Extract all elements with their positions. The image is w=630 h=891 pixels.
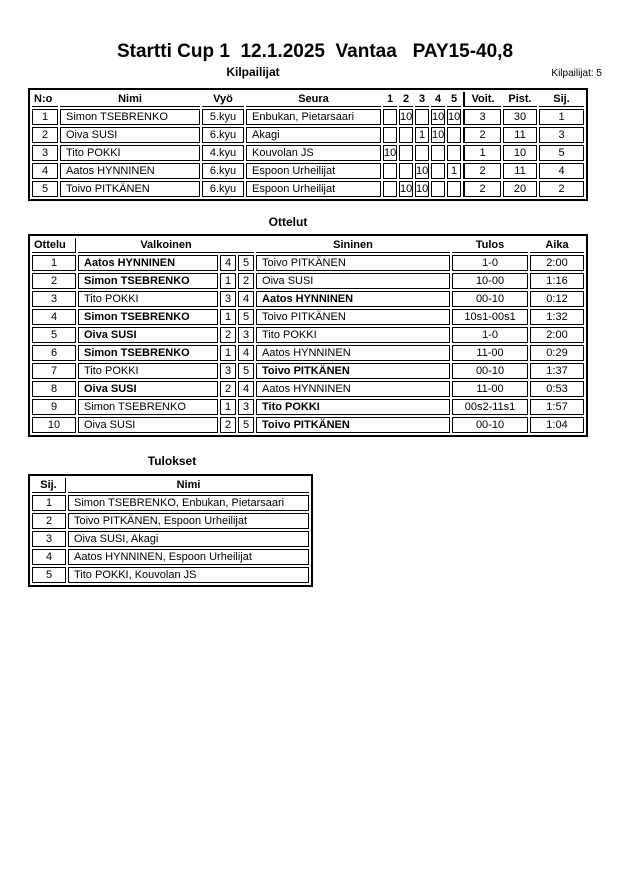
table-row — [32, 127, 584, 143]
matches-heading: Ottelut — [268, 215, 308, 229]
number-cell: 1 — [32, 109, 58, 125]
match-number-cell: 6 — [32, 345, 76, 361]
result-cell: 10-00 — [452, 273, 528, 289]
white-name-cell: Simon TSEBRENKO — [78, 399, 218, 415]
col-white: Valkoinen — [78, 238, 254, 253]
score-cell: 1 — [447, 163, 461, 179]
belt-cell: 4.kyu — [202, 145, 244, 161]
result-cell: 10s1-00s1 — [452, 309, 528, 325]
name-cell: Aatos HYNNINEN — [60, 163, 200, 179]
score-cell: 10 — [432, 111, 445, 123]
number-cell: 5 — [32, 181, 58, 197]
result-cell: 1-0 — [452, 255, 528, 271]
score-cell — [431, 181, 445, 197]
score-cell — [431, 163, 445, 179]
competitors-header-row — [32, 92, 584, 107]
club-cell: Enbukan, Pietarsaari — [246, 109, 381, 125]
score-cell — [415, 109, 429, 125]
table-row — [32, 345, 584, 361]
table-row — [32, 513, 309, 529]
blue-name-cell: Toivo PITKÄNEN — [256, 255, 450, 271]
score-cell — [447, 127, 461, 143]
name-cell: Oiva SUSI — [60, 127, 200, 143]
score-cell — [383, 163, 397, 179]
table-row — [32, 109, 584, 125]
white-number-cell: 1 — [220, 345, 236, 361]
score-cell: 10 — [416, 165, 429, 177]
result-cell: 11-00 — [452, 345, 528, 361]
col-place: Sij. — [32, 478, 66, 493]
table-row — [32, 145, 584, 161]
col-opp4: 4 — [431, 92, 445, 107]
table-row — [32, 495, 309, 511]
white-name-cell: Oiva SUSI — [78, 327, 218, 343]
score-cell: 10 — [384, 147, 397, 159]
points-cell: 30 — [503, 109, 537, 125]
matches-table — [28, 234, 588, 437]
score-cell — [383, 181, 397, 197]
place-cell: 3 — [32, 531, 66, 547]
score-cell — [447, 145, 461, 161]
blue-name-cell: Oiva SUSI — [256, 273, 450, 289]
place-cell: 2 — [539, 181, 584, 197]
match-number-cell: 9 — [32, 399, 76, 415]
table-row — [32, 417, 584, 433]
belt-cell: 5.kyu — [202, 109, 244, 125]
name-cell: Toivo PITKÄNEN — [60, 181, 200, 197]
col-points: Pist. — [503, 92, 537, 107]
score-cell — [399, 127, 413, 143]
time-cell: 1:04 — [530, 417, 584, 433]
belt-cell: 6.kyu — [202, 181, 244, 197]
white-name-cell: Tito POKKI — [78, 363, 218, 379]
blue-number-cell: 5 — [238, 255, 254, 271]
blue-number-cell: 3 — [238, 399, 254, 415]
place-cell: 5 — [539, 145, 584, 161]
white-name-cell: Simon TSEBRENKO — [78, 309, 218, 325]
time-cell: 0:12 — [530, 291, 584, 307]
col-no: N:o — [32, 92, 58, 107]
score-cell — [399, 145, 413, 161]
table-row — [32, 531, 309, 547]
wins-cell: 2 — [463, 163, 501, 179]
table-row — [32, 309, 584, 325]
col-blue: Sininen — [256, 238, 450, 253]
blue-name-cell: Tito POKKI — [256, 327, 450, 343]
time-cell: 2:00 — [530, 255, 584, 271]
result-name-cell: Toivo PITKÄNEN, Espoon Urheilijat — [68, 513, 309, 529]
time-cell: 1:37 — [530, 363, 584, 379]
time-cell: 1:32 — [530, 309, 584, 325]
white-name-cell: Simon TSEBRENKO — [78, 345, 218, 361]
number-cell: 3 — [32, 145, 58, 161]
belt-cell: 6.kyu — [202, 163, 244, 179]
blue-number-cell: 5 — [238, 363, 254, 379]
score-cell — [431, 145, 445, 161]
page-title: Startti Cup 1 12.1.2025 Vantaa PAY15-40,8 — [116, 41, 514, 62]
white-number-cell: 4 — [220, 255, 236, 271]
result-cell: 00-10 — [452, 417, 528, 433]
table-row — [32, 327, 584, 343]
time-cell: 1:16 — [530, 273, 584, 289]
table-row — [32, 255, 584, 271]
place-cell: 4 — [539, 163, 584, 179]
match-number-cell: 8 — [32, 381, 76, 397]
score-cell: 1 — [415, 127, 429, 143]
result-cell: 00-10 — [452, 363, 528, 379]
time-cell: 0:53 — [530, 381, 584, 397]
white-number-cell: 1 — [220, 399, 236, 415]
points-cell: 11 — [503, 127, 537, 143]
col-belt: Vyö — [202, 92, 244, 107]
white-number-cell: 3 — [220, 363, 236, 379]
table-row — [32, 273, 584, 289]
time-cell: 2:00 — [530, 327, 584, 343]
match-number-cell: 2 — [32, 273, 76, 289]
result-name-cell: Tito POKKI, Kouvolan JS — [68, 567, 309, 583]
col-opp1: 1 — [383, 92, 397, 107]
place-cell: 4 — [32, 549, 66, 565]
wins-cell: 3 — [463, 109, 501, 125]
match-number-cell: 5 — [32, 327, 76, 343]
blue-number-cell: 4 — [238, 345, 254, 361]
table-row — [32, 291, 584, 307]
result-name-cell: Simon TSEBRENKO, Enbukan, Pietarsaari — [68, 495, 309, 511]
col-result: Tulos — [452, 238, 528, 253]
score-cell: 10 — [400, 111, 413, 123]
score-cell — [383, 127, 397, 143]
white-name-cell: Oiva SUSI — [78, 381, 218, 397]
score-cell: 10 — [432, 129, 445, 141]
wins-cell: 2 — [463, 127, 501, 143]
number-cell: 2 — [32, 127, 58, 143]
score-cell — [399, 163, 413, 179]
white-number-cell: 3 — [220, 291, 236, 307]
wins-cell: 2 — [463, 181, 501, 197]
result-cell: 1-0 — [452, 327, 528, 343]
competitor-count-label: Kilpailijat: 5 — [551, 68, 602, 79]
points-cell: 11 — [503, 163, 537, 179]
place-cell: 5 — [32, 567, 66, 583]
time-cell: 0:29 — [530, 345, 584, 361]
club-cell: Espoon Urheilijat — [246, 163, 381, 179]
table-row — [32, 567, 309, 583]
blue-number-cell: 5 — [238, 309, 254, 325]
place-cell: 2 — [32, 513, 66, 529]
white-name-cell: Aatos HYNNINEN — [78, 255, 218, 271]
col-opp2: 2 — [399, 92, 413, 107]
blue-number-cell: 2 — [238, 273, 254, 289]
blue-number-cell: 4 — [238, 381, 254, 397]
name-cell: Tito POKKI — [60, 145, 200, 161]
club-cell: Kouvolan JS — [246, 145, 381, 161]
table-row — [32, 381, 584, 397]
result-cell: 00s2-11s1 — [452, 399, 528, 415]
col-time: Aika — [530, 238, 584, 253]
col-opp5: 5 — [447, 92, 461, 107]
score-cell — [415, 145, 429, 161]
club-cell: Akagi — [246, 127, 381, 143]
blue-name-cell: Toivo PITKÄNEN — [256, 363, 450, 379]
score-cell: 10 — [400, 183, 413, 195]
blue-number-cell: 3 — [238, 327, 254, 343]
time-cell: 1:57 — [530, 399, 584, 415]
club-cell: Espoon Urheilijat — [246, 181, 381, 197]
blue-number-cell: 5 — [238, 417, 254, 433]
competitors-heading: Kilpailijat — [226, 65, 280, 79]
result-name-cell: Oiva SUSI, Akagi — [68, 531, 309, 547]
results-heading: Tulokset — [147, 454, 197, 468]
table-row — [32, 399, 584, 415]
name-cell: Simon TSEBRENKO — [60, 109, 200, 125]
matches-header-row — [32, 238, 584, 253]
blue-name-cell: Aatos HYNNINEN — [256, 381, 450, 397]
wins-cell: 1 — [463, 145, 501, 161]
place-cell: 1 — [32, 495, 66, 511]
white-name-cell: Tito POKKI — [78, 291, 218, 307]
white-name-cell: Simon TSEBRENKO — [78, 273, 218, 289]
match-number-cell: 7 — [32, 363, 76, 379]
blue-name-cell: Toivo PITKÄNEN — [256, 417, 450, 433]
blue-name-cell: Aatos HYNNINEN — [256, 291, 450, 307]
table-row — [32, 181, 584, 197]
col-club: Seura — [246, 92, 381, 107]
blue-name-cell: Toivo PITKÄNEN — [256, 309, 450, 325]
table-row — [32, 163, 584, 179]
points-cell: 10 — [503, 145, 537, 161]
result-cell: 00-10 — [452, 291, 528, 307]
blue-name-cell: Tito POKKI — [256, 399, 450, 415]
score-cell: 10 — [448, 111, 461, 123]
place-cell: 3 — [539, 127, 584, 143]
col-opp3: 3 — [415, 92, 429, 107]
col-place: Sij. — [539, 92, 584, 107]
white-number-cell: 2 — [220, 381, 236, 397]
match-number-cell: 10 — [32, 417, 76, 433]
results-table — [28, 474, 313, 587]
score-cell: 10 — [416, 183, 429, 195]
match-number-cell: 1 — [32, 255, 76, 271]
white-number-cell: 1 — [220, 309, 236, 325]
white-number-cell: 2 — [220, 417, 236, 433]
competitors-table — [28, 88, 588, 201]
result-name-cell: Aatos HYNNINEN, Espoon Urheilijat — [68, 549, 309, 565]
results-header-row — [32, 478, 309, 493]
points-cell: 20 — [503, 181, 537, 197]
white-number-cell: 1 — [220, 273, 236, 289]
place-cell: 1 — [539, 109, 584, 125]
col-wins: Voit. — [463, 92, 501, 107]
blue-number-cell: 4 — [238, 291, 254, 307]
white-name-cell: Oiva SUSI — [78, 417, 218, 433]
table-row — [32, 363, 584, 379]
score-cell — [447, 181, 461, 197]
col-name: Nimi — [60, 92, 200, 107]
score-cell — [383, 109, 397, 125]
col-match: Ottelu — [32, 238, 76, 253]
table-row — [32, 549, 309, 565]
blue-name-cell: Aatos HYNNINEN — [256, 345, 450, 361]
number-cell: 4 — [32, 163, 58, 179]
result-cell: 11-00 — [452, 381, 528, 397]
belt-cell: 6.kyu — [202, 127, 244, 143]
col-name: Nimi — [68, 478, 309, 493]
white-number-cell: 2 — [220, 327, 236, 343]
match-number-cell: 3 — [32, 291, 76, 307]
match-number-cell: 4 — [32, 309, 76, 325]
